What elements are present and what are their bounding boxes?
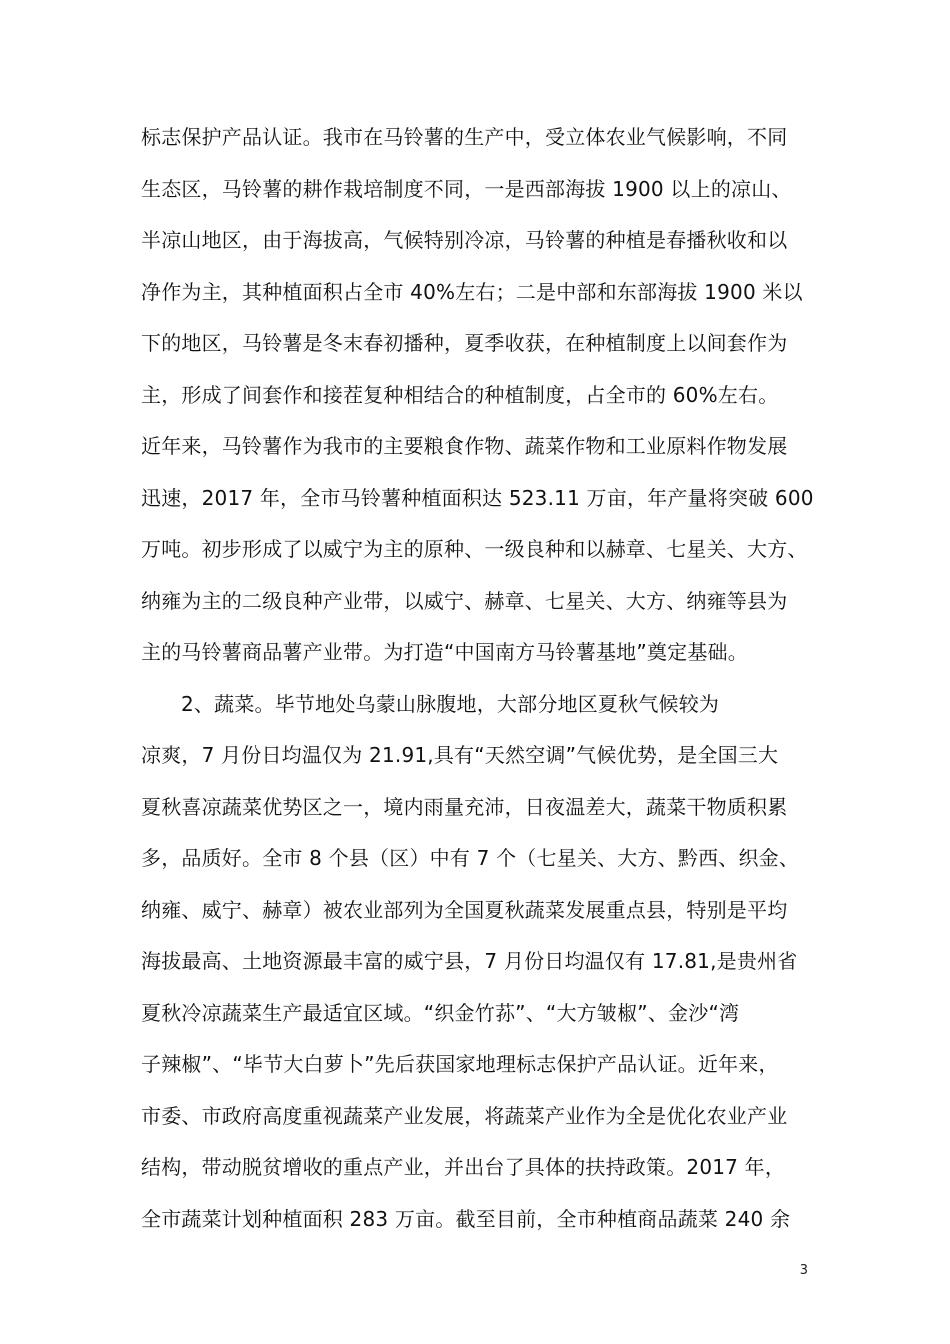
- text-line: 海拔最高、土地资源最丰富的威宁县，7 月份日均温仅有 17.81,是贵州省: [141, 949, 798, 973]
- text-line: 下的地区，马铃薯是冬末春初播种，夏季收获，在种植制度上以间套作为: [141, 331, 788, 355]
- text-line: 迅速，2017 年，全市马铃薯种植面积达 523.11 万亩，年产量将突破 600: [141, 485, 814, 510]
- text-line: 纳雍为主的二级良种产业带，以威宁、赫章、七星关、大方、纳雍等县为: [141, 588, 788, 613]
- text-line: 万吨。初步形成了以威宁为主的原种、一级良种和以赫章、七星关、大方、: [141, 537, 808, 561]
- text-line: 净作为主，其种植面积占全市 40%左右；二是中部和东部海拔 1900 米以: [141, 279, 803, 304]
- text-line-indented: 2、蔬菜。毕节地处乌蒙山脉腹地，大部分地区夏秋气候较为: [181, 691, 720, 716]
- text-line: 半凉山地区，由于海拔高，气候特别冷凉，马铃薯的种植是春播秋收和以: [141, 228, 788, 252]
- text-line: 多，品质好。全市 8 个县（区）中有 7 个（七星关、大方、黔西、织金、: [141, 846, 800, 870]
- text-line: 全市蔬菜计划种植面积 283 万亩。截至目前，全市种植商品蔬菜 240 余: [141, 1206, 791, 1231]
- text-line: 生态区，马铃薯的耕作栽培制度不同，一是西部海拔 1900 以上的凉山、: [141, 176, 792, 201]
- text-line: 凉爽，7 月份日均温仅为 21.91,具有“天然空调”气候优势，是全国三大: [141, 743, 779, 767]
- text-line: 标志保护产品认证。我市在马铃薯的生产中，受立体农业气候影响，不同: [141, 125, 788, 149]
- text-line: 主，形成了间套作和接茬复种相结合的种植制度，占全市的 60%左右。: [141, 382, 779, 407]
- text-line: 夏秋冷凉蔬菜生产最适宜区域。“织金竹荪”、“大方皱椒”、金沙“湾: [141, 1000, 740, 1025]
- text-line: 市委、市政府高度重视蔬菜产业发展，将蔬菜产业作为全是优化农业产业: [141, 1103, 788, 1128]
- page-number: 3: [799, 1263, 808, 1278]
- text-line: 夏秋喜凉蔬菜优势区之一，境内雨量充沛，日夜温差大，蔬菜干物质积累: [141, 794, 788, 819]
- body-text: [141, 112, 841, 1245]
- text-line: 子辣椒”、“毕节大白萝卜”先后获国家地理标志保护产品认证。近年来，: [141, 1052, 779, 1076]
- text-line: 主的马铃薯商品薯产业带。为打造“中国南方马铃薯基地”奠定基础。: [141, 640, 748, 664]
- text-line: 近年来，马铃薯作为我市的主要粮食作物、蔬菜作物和工业原料作物发展: [141, 434, 788, 458]
- text-line: 结构，带动脱贫增收的重点产业，并出台了具体的扶持政策。2017 年，: [141, 1155, 786, 1179]
- text-line: 纳雍、威宁、赫章）被农业部列为全国夏秋蔬菜发展重点县，特别是平均: [141, 897, 788, 922]
